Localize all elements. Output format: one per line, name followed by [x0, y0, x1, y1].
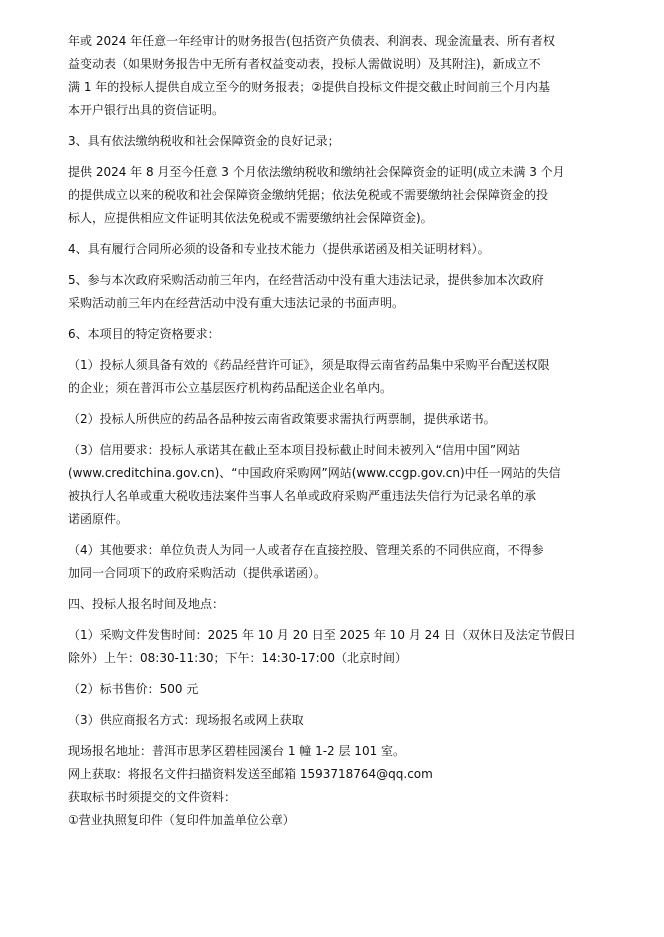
text-line: 的企业；须在普洱市公立基层医疗机构药品配送企业名单内。 — [68, 381, 393, 395]
paragraph-gap — [68, 261, 604, 269]
text-line: 5、参与本次政府采购活动前三年内，在经营活动中没有重大违法记录，提供参加本次政府 — [68, 273, 544, 287]
text-line: 获取标书时须提交的文件资料： — [68, 790, 237, 804]
text-line: 网上获取：将报名文件扫描资料发送至邮箱 1593718764@qq.com — [68, 767, 433, 781]
text-line: 的提供成立以来的税收和社会保障资金缴纳凭据；依法免税或不需要缴纳社会保障资金的投 — [68, 188, 549, 202]
paragraph-gap — [68, 670, 604, 678]
text-line: 标人，应提供相应文件证明其依法免税或不需要缴纳社会保障资金)。 — [68, 211, 433, 225]
text-line: （1）投标人须具备有效的《药品经营许可证》，须是取得云南省药品集中采购平台配送权限 — [68, 358, 550, 372]
text-line: 益变动表（如果财务报告中无所有者权益变动表，投标人需做说明）及其附注)，新成立不 — [68, 57, 541, 71]
paragraph-gap — [68, 153, 604, 161]
text-line: 4、具有履行合同所必须的设备和专业技术能力（提供承诺函及相关证明材料）。 — [68, 242, 490, 256]
text-line: 四、投标人报名时间及地点： — [68, 597, 225, 611]
paragraph-gap — [68, 346, 604, 354]
text-line: 诺函原件。 — [68, 512, 129, 526]
text-line: 满 1 年的投标人提供自成立至今的财务报表；②提供自投标文件提交截止时间前三个月内基 — [68, 80, 551, 94]
paragraph-gap — [68, 585, 604, 593]
text-line: 采购活动前三年内在经营活动中没有重大违法记录的书面声明。 — [68, 296, 405, 310]
paragraph-gap — [68, 616, 604, 624]
text-line: 除外）上午：08:30-11:30；下午：14:30-17:00（北京时间） — [68, 651, 407, 665]
paragraph-gap — [68, 400, 604, 408]
text-line: ①营业执照复印件（复印件加盖单位公章） — [68, 813, 295, 827]
paragraph-gap — [68, 531, 604, 539]
text-line: 提供 2024 年 8 月至今任意 3 个月依法缴纳税收和缴纳社会保障资金的证明(成立未满 3 个月 — [68, 165, 565, 179]
text-line: （2）投标人所供应的药品各品种按云南省政策要求需执行两票制，提供承诺书。 — [68, 412, 496, 426]
text-line: （4）其他要求：单位负责人为同一人或者存在直接控股、管理关系的不同供应商，不得参 — [68, 543, 544, 557]
paragraph-gap — [68, 315, 604, 323]
text-line: 3、具有依法缴纳税收和社会保障资金的良好记录； — [68, 134, 340, 148]
text-line: 年或 2024 年任意一年经审计的财务报告(包括资产负债表、利润表、现金流量表、所有者权 — [68, 34, 555, 48]
paragraph-gap — [68, 431, 604, 439]
text-line: 加同一合同项下的政府采购活动（提供承诺函）。 — [68, 566, 327, 580]
text-line: （3）信用要求：投标人承诺其在截止至本项目投标截止时间未被列入“信用中国”网站 — [68, 443, 521, 457]
text-line: 本开户银行出具的资信证明。 — [68, 103, 225, 117]
text-line: (www.creditchina.gov.cn)、“中国政府采购网”网站(www.ccgp.gov.cn)中任一网站的失信 — [68, 466, 561, 480]
paragraph-gap — [68, 230, 604, 238]
paragraph-gap — [68, 701, 604, 709]
text-line: 6、本项目的特定资格要求： — [68, 327, 220, 341]
text-line: 被执行人名单或重大税收违法案件当事人名单或政府采购严重违法失信行为记录名单的承 — [68, 489, 537, 503]
text-line: （3）供应商报名方式：现场报名或网上获取 — [68, 713, 304, 727]
text-line: （1）采购文件发售时间：2025 年 10 月 20 日至 2025 年 10 月 24 日（双休日及法定节假日 — [68, 628, 576, 642]
paragraph-gap — [68, 732, 604, 740]
paragraph-gap — [68, 122, 604, 130]
text-line: 现场报名地址：普洱市思茅区碧桂园溪台 1 幢 1-2 层 101 室。 — [68, 744, 406, 758]
text-line: （2）标书售价：500 元 — [68, 682, 199, 696]
